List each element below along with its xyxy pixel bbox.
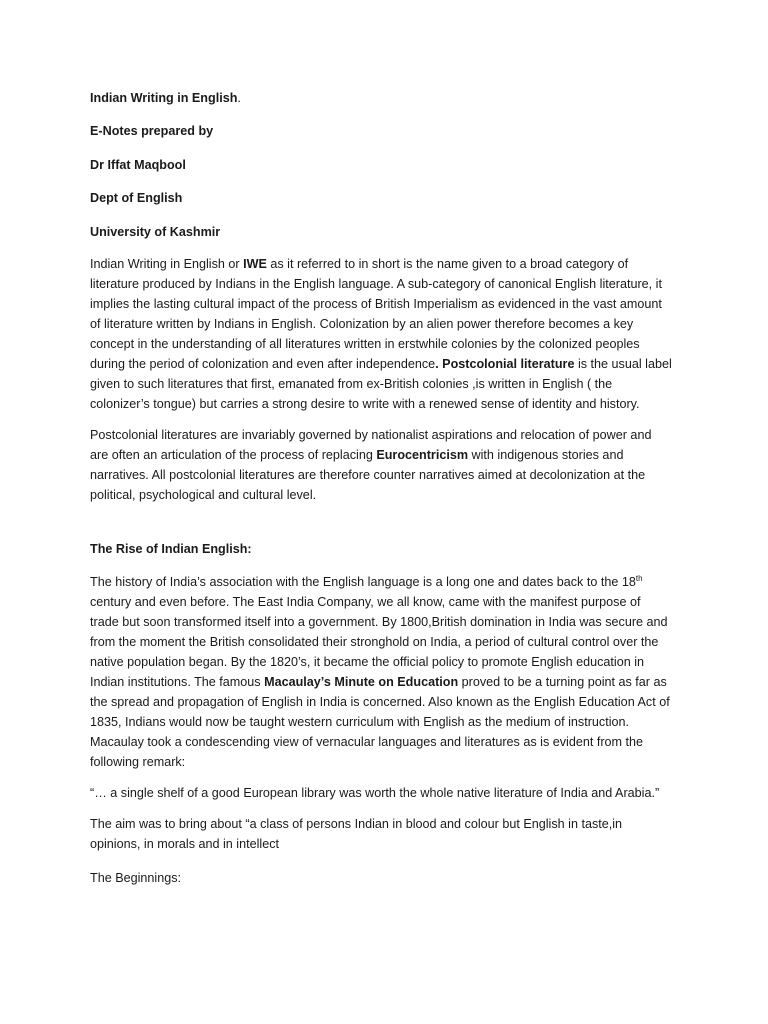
paragraph-line: [90, 445, 680, 465]
quote-line: “… a single shelf of a good European library was worth the whole native literature of India and Arabia.”: [90, 785, 660, 800]
paragraph-line: opinions, in morals and in intellect: [90, 836, 280, 851]
quote-macaulay: [90, 783, 680, 803]
paragraph-line: from the moment the British consolidated their stronghold on India, a period of cultural control over the: [90, 634, 659, 649]
paragraph-line: 1835, Indians would now be taught western curriculum with English as the medium of instruction.: [90, 714, 630, 729]
paragraph-line: of literature written by Indians in English. Colonization by an alien power therefore becomes a key: [90, 316, 634, 331]
text-run: Indian Writing in English or: [90, 256, 244, 271]
department-name: Dept of English: [90, 191, 183, 206]
university-name: University of Kashmir: [90, 224, 221, 239]
text-run: The history of India’s association with the English language is a long one and dates back to the 18: [90, 574, 636, 589]
title-period: .: [237, 91, 241, 105]
paragraph-line: native population began. By the 1820’s, it became the official policy to promote English education in: [90, 654, 645, 669]
paragraph-line: political, psychological and cultural level.: [90, 487, 317, 502]
text-run: Indian institutions. The famous: [90, 674, 265, 689]
section-heading-rise-of-indian-english: The Rise of Indian English:: [90, 541, 252, 556]
paragraph-line: The aim was to bring about “a class of persons Indian in blood and colour but English in taste,in: [90, 816, 623, 831]
paragraph-line: trade but soon transformed itself into a government. By 1800,British domination in India was secure and: [90, 614, 668, 629]
author-name: Dr Iffat Maqbool: [90, 157, 186, 172]
paragraph-line: [90, 672, 680, 692]
text-run: as it referred to in short is the name given to a broad category of: [266, 256, 629, 271]
paragraph-line: implies the lasting cultural impact of the process of British Imperialism as evidenced in the vast amount: [90, 296, 662, 311]
paragraph-line: century and even before. The East India Company, we all know, came with the manifest purpose of: [90, 594, 641, 609]
paragraph-line: [90, 254, 680, 274]
paragraph-aim: [90, 814, 680, 854]
term-iwe: IWE: [243, 256, 267, 271]
paragraph-line: narratives. All postcolonial literatures are therefore counter narratives aimed at decolonization at the: [90, 467, 646, 482]
paragraph-line: the spread and propagation of English in India is concerned. Also known as the English Education Act of: [90, 694, 670, 709]
term-postcolonial-literature: . Postcolonial literature: [435, 356, 575, 371]
term-macaulays-minute: Macaulay’s Minute on Education: [264, 674, 459, 689]
paragraph-history: [90, 572, 680, 772]
paragraph-intro: [90, 254, 680, 414]
prepared-by-line: E-Notes prepared by: [90, 124, 214, 139]
paragraph-line: concept in the understanding of all literatures written in erstwhile colonies by the colonized peoples: [90, 336, 640, 351]
text-run: with indigenous stories and: [468, 447, 624, 462]
paragraph-line: Postcolonial literatures are invariably governed by nationalist aspirations and relocation of power and: [90, 427, 652, 442]
paragraph-line: literature produced by Indians in the English language. A sub-category of canonical English literature, it: [90, 276, 662, 291]
document-title: [90, 88, 680, 108]
paragraph-postcolonial: [90, 425, 680, 505]
term-eurocentricism: Eurocentricism: [376, 447, 469, 462]
text-run: are often an articulation of the process of replacing: [90, 447, 377, 462]
paragraph-line: given to such literatures that first, emanated from ex-British colonies ,is written in English ( the: [90, 376, 613, 391]
text-run: during the period of colonization and even after independence: [90, 356, 436, 371]
superscript-th: th: [635, 573, 643, 583]
beginnings-text: The Beginnings:: [90, 870, 182, 885]
paragraph-line: Macaulay took a condescending view of vernacular languages and literatures as is evident from the: [90, 734, 644, 749]
text-run: proved to be a turning point as far as: [458, 674, 667, 689]
text-run: is the usual label: [574, 356, 672, 371]
paragraph-line: colonizer’s tongue) but carries a strong desire to write with a renewed sense of identity and history.: [90, 396, 640, 411]
section-heading-beginnings: [90, 868, 680, 888]
paragraph-line: [90, 572, 680, 592]
paragraph-line: following remark:: [90, 754, 186, 769]
document-body: [90, 88, 680, 888]
title-text: Indian Writing in English: [90, 91, 238, 105]
paragraph-line: [90, 354, 680, 374]
